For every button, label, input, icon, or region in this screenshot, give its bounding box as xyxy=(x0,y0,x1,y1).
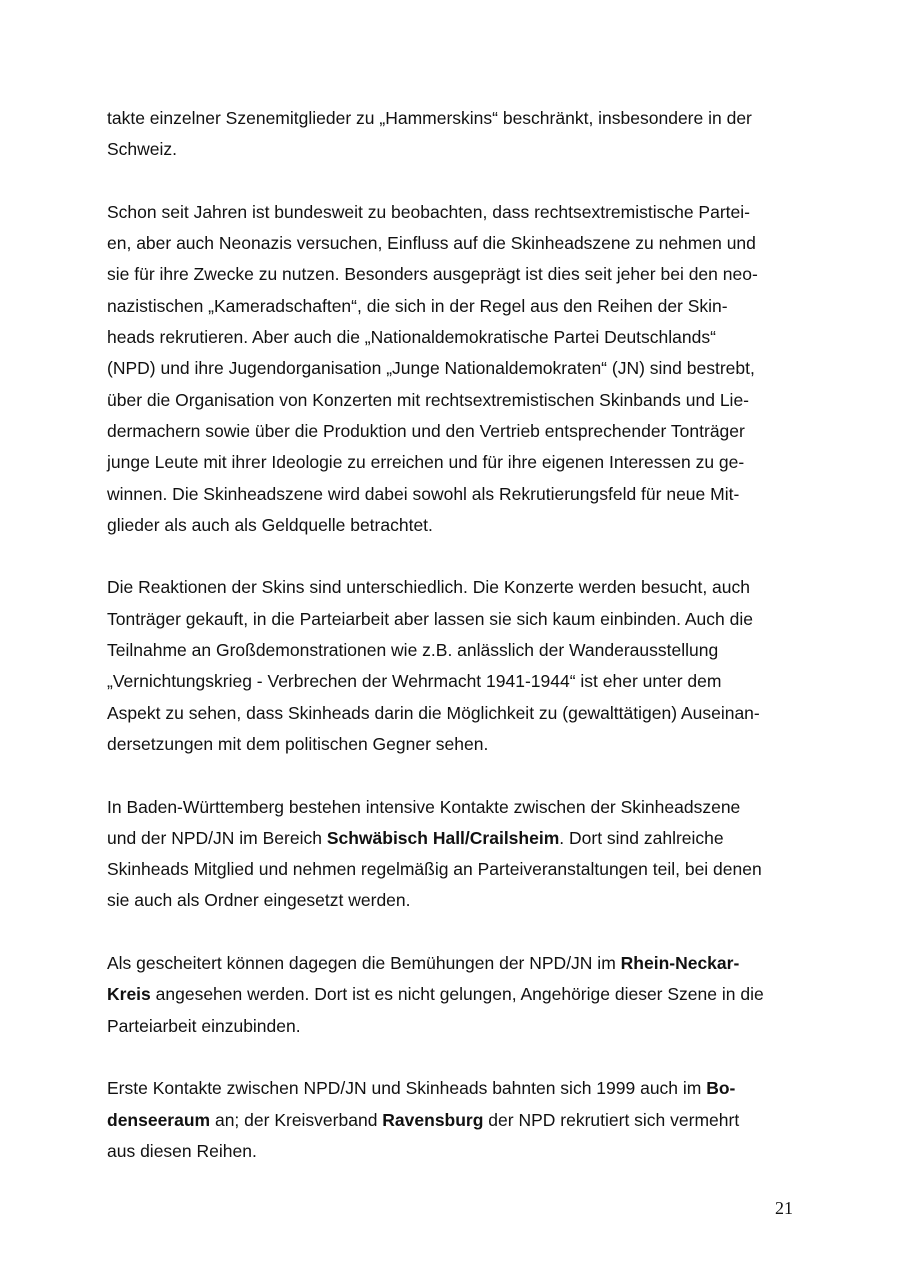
text-line xyxy=(107,823,807,854)
text-run: glieder als auch als Geldquelle betrachtet. xyxy=(107,514,433,535)
text-run: Teilnahme an Großdemonstrationen wie z.B. anlässlich der Wanderausstellung xyxy=(107,640,719,661)
text-run: Skinheads Mitglied und nehmen regelmäßig an Parteiveranstaltungen teil, bei denen xyxy=(107,859,762,880)
text-line xyxy=(107,1011,807,1042)
text-run: heads rekrutieren. Aber auch die „Nationaldemokratische Partei Deutschlands“ xyxy=(107,327,716,348)
page-number: 21 xyxy=(775,1198,793,1218)
body-text xyxy=(107,103,807,1198)
text-run: an; der Kreisverband xyxy=(210,1109,383,1130)
text-run: und der NPD/JN im Bereich xyxy=(107,827,327,848)
text-run: In Baden-Württemberg bestehen intensive Kontakte zwischen der Skinheadszene xyxy=(107,796,741,817)
text-line xyxy=(107,729,807,760)
text-line xyxy=(107,604,807,635)
bold-text: Ravensburg xyxy=(382,1109,484,1130)
text-line xyxy=(107,885,807,916)
text-run: Aspekt zu sehen, dass Skinheads darin die Möglichkeit zu (gewalttätigen) Auseinan- xyxy=(107,702,760,723)
text-line xyxy=(107,447,807,478)
text-run: . Dort sind zahlreiche xyxy=(559,827,724,848)
text-line xyxy=(107,698,807,729)
text-line xyxy=(107,666,807,697)
text-run: Die Reaktionen der Skins sind unterschiedlich. Die Konzerte werden besucht, auch xyxy=(107,577,750,598)
text-run: Als gescheitert können dagegen die Bemühungen der NPD/JN im xyxy=(107,953,621,974)
text-run: Erste Kontakte zwischen NPD/JN und Skinheads bahnten sich 1999 auch im xyxy=(107,1078,707,1099)
text-run: über die Organisation von Konzerten mit rechtsextremistischen Skinbands und Lie- xyxy=(107,389,750,410)
text-run: sie auch als Ordner eingesetzt werden. xyxy=(107,890,411,911)
text-run: Schon seit Jahren ist bundesweit zu beobachten, dass rechtsextremistische Partei- xyxy=(107,201,750,222)
text-line xyxy=(107,291,807,322)
text-line xyxy=(107,259,807,290)
text-line xyxy=(107,197,807,228)
text-line xyxy=(107,322,807,353)
text-run: junge Leute mit ihrer Ideologie zu erreichen und für ihre eigenen Interessen zu ge- xyxy=(107,452,745,473)
text-line xyxy=(107,1105,807,1136)
text-line xyxy=(107,635,807,666)
bold-text: Kreis xyxy=(107,984,151,1005)
text-run: en, aber auch Neonazis versuchen, Einfluss auf die Skinheadszene zu nehmen und xyxy=(107,233,756,254)
text-run: (NPD) und ihre Jugendorganisation „Junge Nationaldemokraten“ (JN) sind bestrebt, xyxy=(107,358,755,379)
paragraph xyxy=(107,572,807,760)
text-run: dermachern sowie über die Produktion und den Vertrieb entsprechender Tonträger xyxy=(107,420,745,441)
text-line xyxy=(107,854,807,885)
text-run: sie für ihre Zwecke zu nutzen. Besonders ausgeprägt ist dies seit jeher bei den neo- xyxy=(107,264,758,285)
text-line xyxy=(107,228,807,259)
text-line xyxy=(107,572,807,603)
text-run: winnen. Die Skinheadszene wird dabei sowohl als Rekrutierungsfeld für neue Mit- xyxy=(107,483,740,504)
text-line xyxy=(107,1073,807,1104)
bold-text: denseeraum xyxy=(107,1109,211,1130)
text-run: Schweiz. xyxy=(107,139,178,160)
text-line xyxy=(107,1136,807,1167)
text-run: der NPD rekrutiert sich vermehrt xyxy=(483,1109,740,1130)
bold-text: Schwäbisch Hall/Crailsheim xyxy=(326,827,560,848)
text-line xyxy=(107,792,807,823)
text-run: Tonträger gekauft, in die Parteiarbeit aber lassen sie sich kaum einbinden. Auch die xyxy=(107,608,753,629)
text-line xyxy=(107,416,807,447)
text-run: aus diesen Reihen. xyxy=(107,1140,257,1161)
text-line xyxy=(107,103,807,134)
paragraph xyxy=(107,197,807,541)
text-run: takte einzelner Szenemitglieder zu „Hammerskins“ beschränkt, insbesondere in der xyxy=(107,108,752,128)
text-line xyxy=(107,134,807,165)
paragraph xyxy=(107,792,807,917)
text-run: Parteiarbeit einzubinden. xyxy=(107,1015,301,1036)
text-line xyxy=(107,479,807,510)
text-run: dersetzungen mit dem politischen Gegner sehen. xyxy=(107,733,489,754)
text-run: angesehen werden. Dort ist es nicht gelungen, Angehörige dieser Szene in die xyxy=(150,984,764,1005)
bold-text: Bo- xyxy=(706,1078,736,1099)
text-line xyxy=(107,510,807,541)
text-line xyxy=(107,948,807,979)
text-line xyxy=(107,353,807,384)
text-run: nazistischen „Kameradschaften“, die sich in der Regel aus den Reihen der Skin- xyxy=(107,295,728,316)
bold-text: Rhein-Neckar- xyxy=(620,953,740,974)
text-line xyxy=(107,385,807,416)
paragraph xyxy=(107,948,807,1042)
paragraph xyxy=(107,1073,807,1167)
paragraph xyxy=(107,103,807,166)
text-line xyxy=(107,979,807,1010)
text-run: „Vernichtungskrieg - Verbrechen der Wehrmacht 1941-1944“ ist eher unter dem xyxy=(107,671,722,692)
